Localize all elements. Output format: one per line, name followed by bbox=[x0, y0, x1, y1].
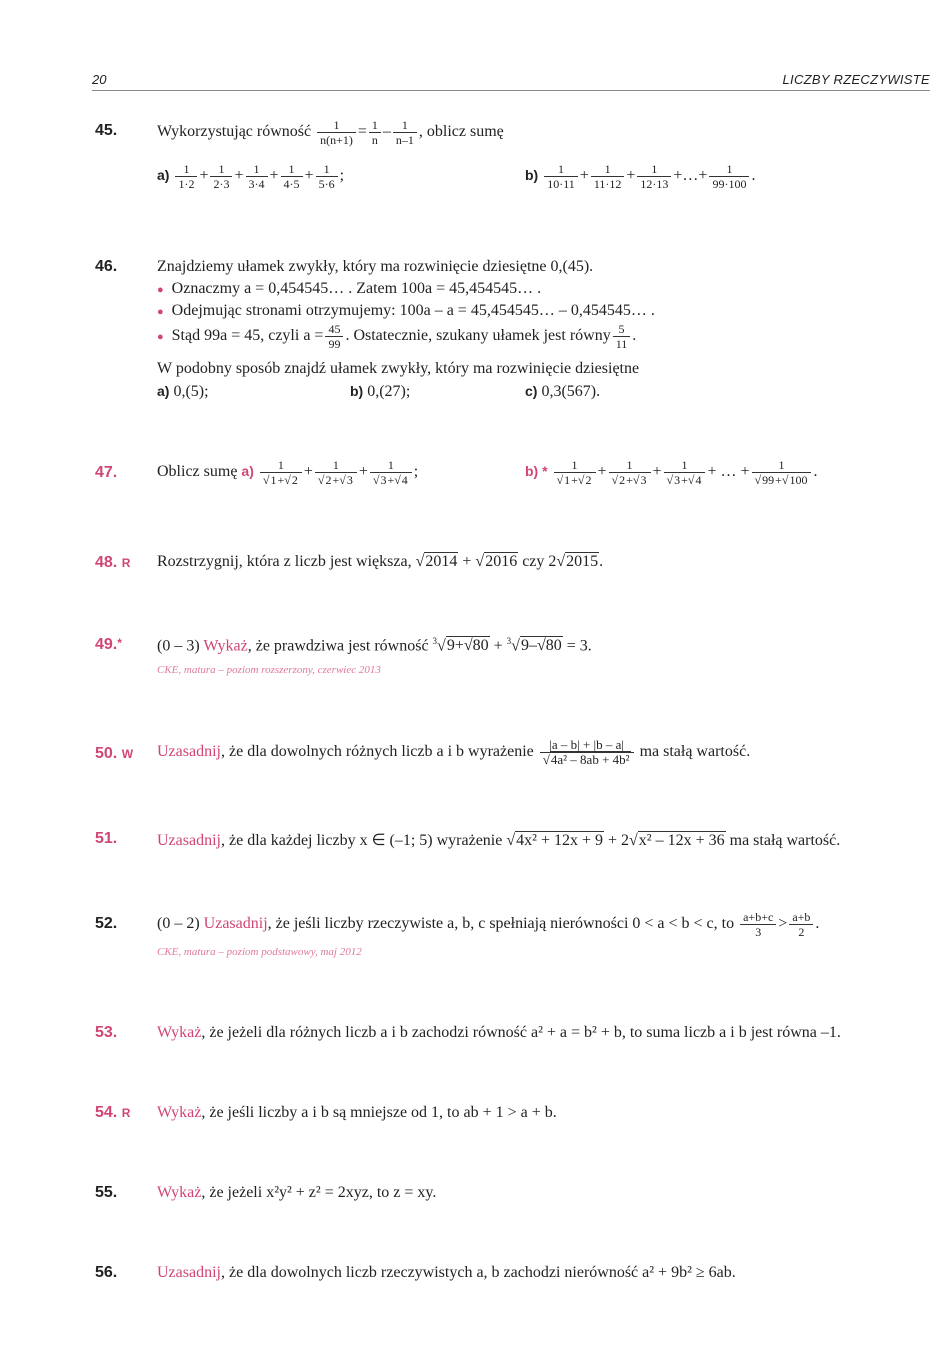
problem-45-part-b: b) $\frac{1}{10\cdot 11}$ + $\frac{1}{11\cdot 12}$ + $\frac{1}{12\cdot 13}$ +…+ $\frac{1}{99\cdot 100}$ . bbox=[525, 162, 756, 191]
problem-46-line: Znajdziemy ułamek zwykły, który ma rozwinięcie dziesiętne 0,(45). bbox=[157, 258, 594, 275]
identity-t1: $\frac{1}{n}$ bbox=[369, 118, 381, 147]
problem-49-text: (0 – 3) Wykaż, że prawdziwa jest równość $^3$√9+√80 + $^3$√9–√80 = 3. bbox=[157, 636, 592, 655]
problem-54-number: 54. R bbox=[95, 1104, 131, 1121]
problem-49-source: CKE, matura – poziom rozszerzony, czerwiec 2013 bbox=[157, 664, 381, 676]
problem-50-number: 50. W bbox=[95, 745, 134, 762]
problem-54-text: Wykaż, że jeśli liczby a i b są mniejsze od 1, to ab + 1 > a + b. bbox=[157, 1104, 557, 1121]
problem-56-text: Uzasadnij, że dla dowolnych liczb rzeczywistych a, b zachodzi nierówność a² + 9b² ≥ 6ab. bbox=[157, 1264, 736, 1281]
problem-55-number: 55. bbox=[95, 1184, 118, 1201]
problem-46-number: 46. bbox=[95, 258, 118, 275]
problem-50-text: Uzasadnij, że dla dowolnych różnych liczb a i b wyrażenie $\frac{|a - b| + |b - a|}{\text{√4a² – 8ab + 4b²}}$ ma stałą wartość. bbox=[157, 737, 751, 767]
problem-46-task: W podobny sposób znajdź ułamek zwykły, który ma rozwinięcie dziesiętne bbox=[157, 360, 640, 377]
problem-49-number: 49.* bbox=[95, 636, 122, 653]
identity-t2: $\frac{1}{n-1}$ bbox=[393, 118, 417, 147]
problem-51-text: Uzasadnij, że dla każdej liczby x ∈ (–1; 5) wyrażenie √4x² + 12x + 9 + 2√x² – 12x + 36 ma stałą wartość. bbox=[157, 832, 841, 849]
problem-51-number: 51. bbox=[95, 830, 118, 847]
page-header bbox=[92, 70, 930, 91]
problem-48-number: 48. R bbox=[95, 554, 131, 571]
problem-45-intro: Wykorzystując równość $\frac{1}{n(n+1)}$ = $\frac{1}{n}$ – $\frac{1}{n-1}$ , oblicz sumę bbox=[157, 118, 504, 147]
problem-46-part-b: b) 0,(27); bbox=[350, 383, 411, 400]
page-number: 20 bbox=[92, 72, 107, 87]
identity-lhs: $\frac{1}{n(n+1)}$ bbox=[317, 118, 356, 147]
problem-45-part-a: a) $\frac{1}{1\cdot 2}$ + $\frac{1}{2\cdot 3}$ + $\frac{1}{3\cdot 4}$ + $\frac{1}{4\cdot 5}$ + $\frac{1}{5\cdot 6}$ ; bbox=[157, 162, 345, 191]
problem-56-number: 56. bbox=[95, 1264, 118, 1281]
problem-46-bullet-2: ● Odejmując stronami otrzymujemy: 100a – a = 45,454545… – 0,454545… . bbox=[157, 302, 655, 319]
problem-46-bullet-3: ● Stąd 99a = 45, czyli a = $\frac{45}{99}$ . Ostatecznie, szukany ułamek jest równy $\frac{5}{11}$ . bbox=[157, 322, 637, 351]
problem-52-number: 52. bbox=[95, 915, 118, 932]
problem-53-text: Wykaż, że jeżeli dla różnych liczb a i b zachodzi równość a² + a = b² + b, to suma liczb a i b jest równa –1. bbox=[157, 1024, 841, 1041]
problem-48-text: Rozstrzygnij, która z liczb jest większa, √2014 + √2016 czy 2√2015. bbox=[157, 553, 604, 570]
problem-53-number: 53. bbox=[95, 1024, 118, 1041]
chapter-title: LICZBY RZECZYWISTE bbox=[782, 72, 930, 87]
problem-46-bullet-1: ● Oznaczmy a = 0,454545… . Zatem 100a = 45,454545… . bbox=[157, 280, 542, 297]
problem-45-intro-end: , oblicz sumę bbox=[418, 123, 504, 141]
problem-45-intro-text: Wykorzystując równość bbox=[157, 123, 312, 141]
problem-47-part-a: Oblicz sumę a) $\frac{1}{√1+√2}$ + $\frac{1}{√2+√3}$ + $\frac{1}{√3+√4}$ ; bbox=[157, 458, 419, 487]
problem-45-number: 45. bbox=[95, 122, 118, 139]
problem-47-part-b: b) * $\frac{1}{√1+√2}$ + $\frac{1}{√2+√3}$ + $\frac{1}{√3+√4}$ + … + $\frac{1}{√99+√100}$ . bbox=[525, 458, 818, 487]
problem-47-number: 47. bbox=[95, 464, 118, 481]
problem-55-text: Wykaż, że jeżeli x²y² + z² = 2xyz, to z = xy. bbox=[157, 1184, 437, 1201]
problem-52-source: CKE, matura – poziom podstawowy, maj 2012 bbox=[157, 946, 362, 958]
problem-46-part-a: a) 0,(5); bbox=[157, 383, 209, 400]
problem-46-part-c: c) 0,3(567). bbox=[525, 383, 601, 400]
prove-verb: Wykaż bbox=[203, 637, 248, 655]
problem-52-text: (0 – 2) Uzasadnij, że jeśli liczby rzeczywiste a, b, c spełniają nierówności 0 < a < b < c, to $\frac{a+b+c}{3}$ > $\frac{a+b}{2}$ . bbox=[157, 910, 820, 939]
